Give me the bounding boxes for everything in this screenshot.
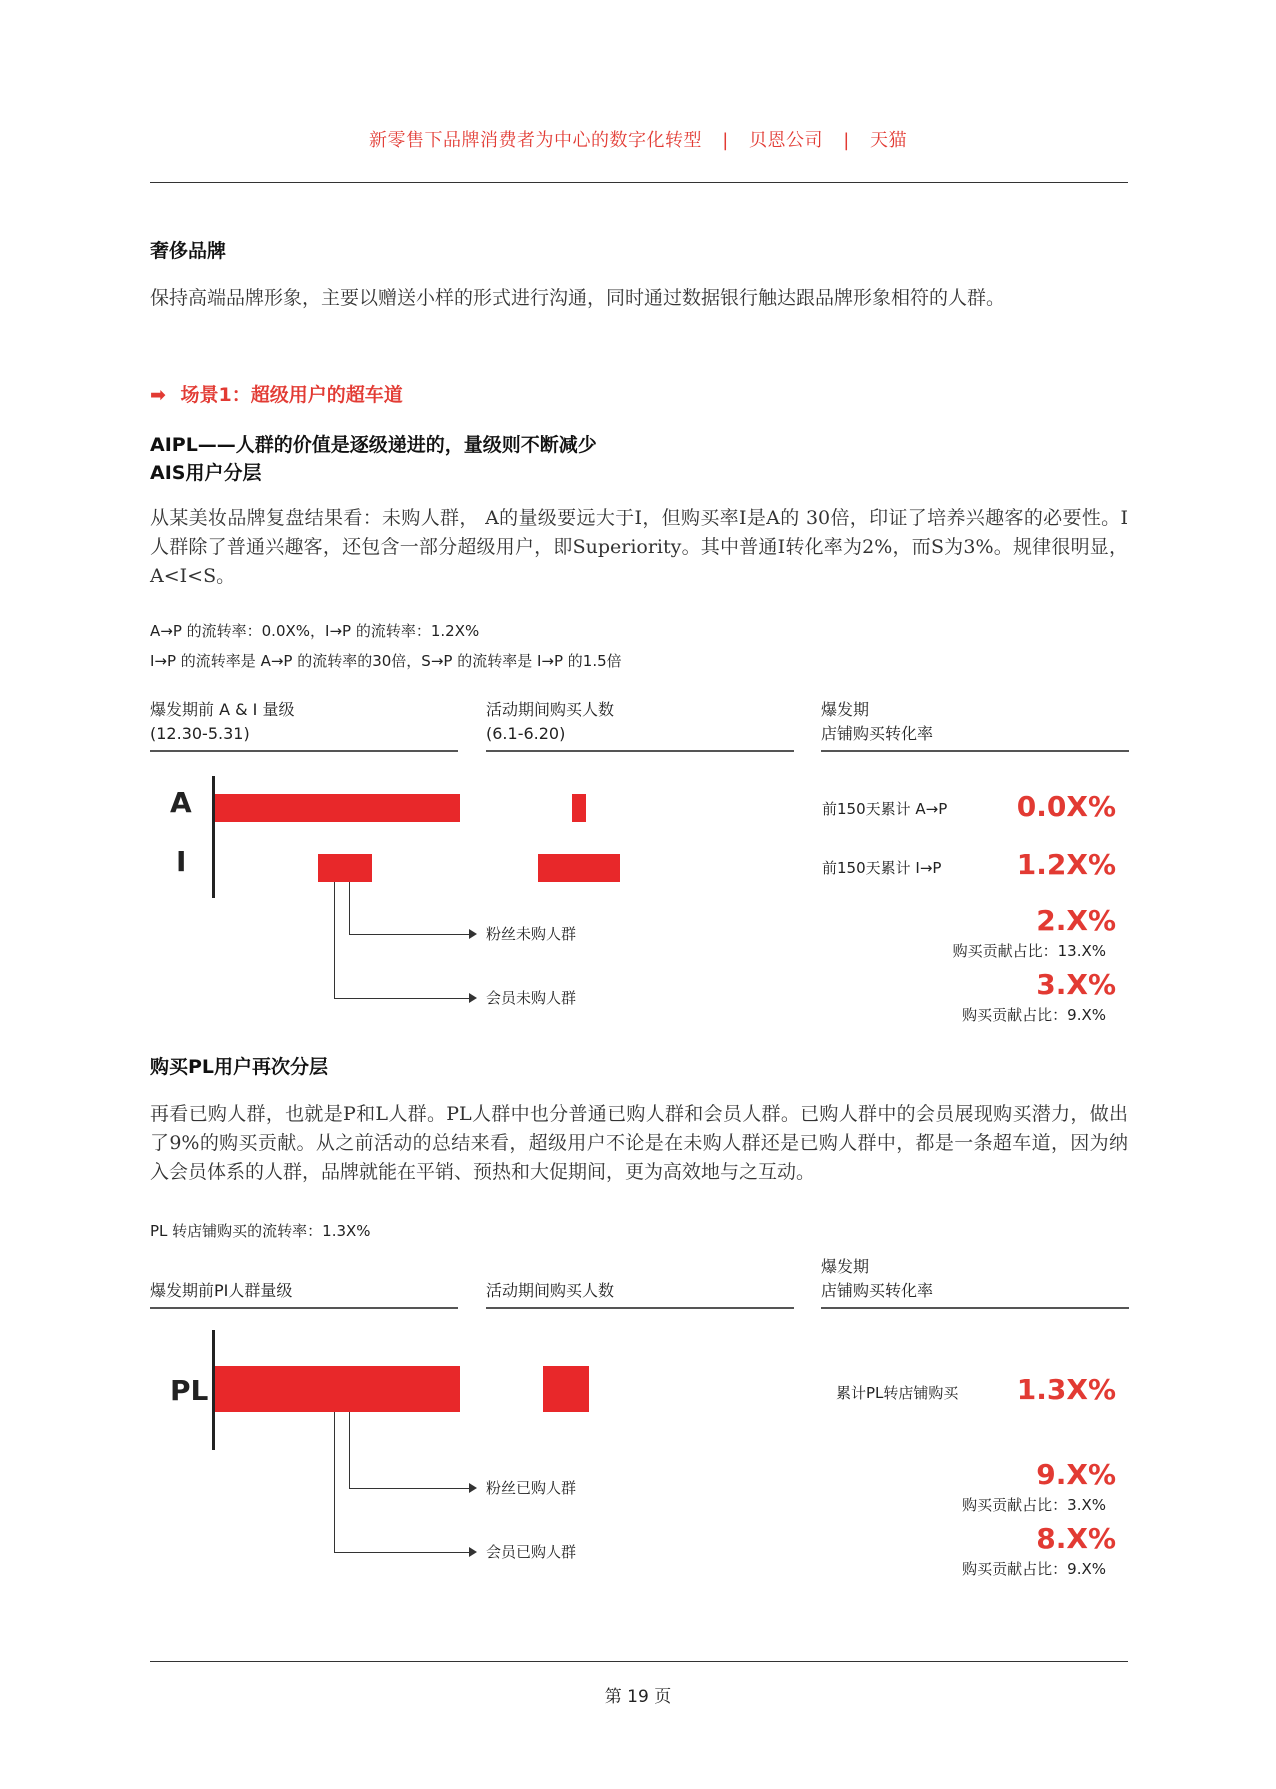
member-unpurchased-share: 购买贡献占比：9.X% bbox=[962, 1006, 1106, 1024]
row-label-i: I bbox=[176, 845, 187, 878]
scene-title: 场景1：超级用户的超车道 bbox=[180, 384, 403, 406]
chart2-col3-title: 爆发期 bbox=[821, 1257, 870, 1276]
row-label-pl: PL bbox=[170, 1374, 209, 1407]
chart1-col3-head bbox=[821, 698, 933, 746]
arrow-right-icon: ➡ bbox=[150, 384, 166, 406]
chart2-col1-head: 爆发期前PI人群量级 bbox=[150, 1281, 293, 1300]
fans-unpurchased-share: 购买贡献占比：13.X% bbox=[952, 942, 1106, 960]
chart1-col1-period: (12.30-5.31) bbox=[150, 724, 250, 743]
header-company: 贝恩公司 bbox=[749, 130, 823, 151]
bar-i-activity bbox=[538, 854, 620, 882]
rate-pl-label: 累计PL转店铺购买 bbox=[836, 1384, 959, 1402]
connector-member bbox=[334, 882, 470, 999]
chart1-col3-rule bbox=[821, 750, 1129, 752]
header-separator: | bbox=[843, 130, 850, 151]
running-header bbox=[150, 126, 1126, 152]
fans-purchased-share: 购买贡献占比：3.X% bbox=[962, 1496, 1106, 1514]
member-purchased-label: 会员已购人群 bbox=[486, 1543, 577, 1561]
aipl-note-2: I→P 的流转率是 A→P 的流转率的30倍，S→P 的流转率是 I→P 的1.5倍 bbox=[150, 652, 622, 670]
rate-a-label: 前150天累计 A→P bbox=[822, 800, 948, 818]
chart2-col2-head: 活动期间购买人数 bbox=[486, 1281, 615, 1300]
aipl-note-1: A→P 的流转率：0.0X%，I→P 的流转率：1.2X% bbox=[150, 622, 480, 640]
chart1-col1-title: 爆发期前 A & I 量级 bbox=[150, 700, 295, 719]
aipl-text: 从某美妆品牌复盘结果看：未购人群， A的量级要远大于I，但购买率I是A的 30倍，印证了培养兴趣客的必要性。I人群除了普通兴趣客，还包含一部分超级用户，即Superiority。其中普通I转化率为2%，而S为3%。规律很明显，A<I<S。 bbox=[150, 507, 1128, 587]
scene-heading bbox=[150, 380, 403, 407]
header-title: 新零售下品牌消费者为中心的数字化转型 bbox=[368, 130, 702, 151]
chart1-col1-head bbox=[150, 698, 295, 746]
row-label-a: A bbox=[170, 786, 192, 819]
pl-note: PL 转店铺购买的流转率：1.3X% bbox=[150, 1222, 371, 1240]
aipl-heading: AIPL——人群的价值是逐级递进的，量级则不断减少 bbox=[150, 434, 597, 456]
bar-a-pre bbox=[215, 794, 460, 822]
header-separator: | bbox=[722, 130, 729, 151]
chart2-col3-rule bbox=[821, 1307, 1129, 1309]
luxury-text: 保持高端品牌形象，主要以赠送小样的形式进行沟通，同时通过数据银行触达跟品牌形象相符的人群。 bbox=[150, 287, 1006, 309]
fans-unpurchased-value: 2.X% bbox=[1036, 904, 1116, 937]
rate-i-label: 前150天累计 I→P bbox=[822, 859, 942, 877]
chart1-col2-title: 活动期间购买人数 bbox=[486, 700, 615, 719]
page-number: 第 19 页 bbox=[604, 1687, 672, 1707]
arrow-head-icon bbox=[469, 993, 477, 1003]
bar-pl-pre bbox=[215, 1366, 460, 1412]
chart2-col2-rule bbox=[486, 1307, 794, 1309]
chart1-col2-head bbox=[486, 698, 614, 746]
chart1-col1-rule bbox=[150, 750, 458, 752]
member-unpurchased-label: 会员未购人群 bbox=[486, 989, 577, 1007]
pl-text: 再看已购人群，也就是P和L人群。PL人群中也分普通已购人群和会员人群。已购人群中的会员展现购买潜力，做出了9%的购买贡献。从之前活动的总结来看，超级用户不论是在未购人群还是已购人群中，都是一条超车道，因为纳入会员体系的人群，品牌就能在平销、预热和大促期间，更为高效地与之互动。 bbox=[150, 1103, 1128, 1183]
header-rule bbox=[150, 182, 1128, 183]
chart1-col2-period: (6.1-6.20) bbox=[486, 724, 566, 743]
chart1-col3-title: 爆发期 bbox=[821, 700, 870, 719]
chart2-col1-rule bbox=[150, 1307, 458, 1309]
connector-member-purchased bbox=[334, 1412, 470, 1553]
fans-purchased-value: 9.X% bbox=[1036, 1458, 1116, 1491]
luxury-heading: 奢侈品牌 bbox=[150, 240, 227, 262]
member-purchased-value: 8.X% bbox=[1036, 1522, 1116, 1555]
arrow-head-icon bbox=[469, 929, 477, 939]
chart2-col3-head bbox=[821, 1255, 933, 1303]
fans-purchased-label: 粉丝已购人群 bbox=[486, 1479, 577, 1497]
rate-i-value: 1.2X% bbox=[1016, 848, 1116, 881]
arrow-head-icon bbox=[469, 1483, 477, 1493]
rate-pl-value: 1.3X% bbox=[1016, 1373, 1116, 1406]
chart1-col2-rule bbox=[486, 750, 794, 752]
chart1-col3-subtitle: 店铺购买转化率 bbox=[821, 724, 934, 743]
bar-pl-activity bbox=[543, 1366, 589, 1412]
member-unpurchased-value: 3.X% bbox=[1036, 968, 1116, 1001]
member-purchased-share: 购买贡献占比：9.X% bbox=[962, 1560, 1106, 1578]
pl-heading: 购买PL用户再次分层 bbox=[150, 1056, 329, 1078]
ais-heading: AIS用户分层 bbox=[150, 462, 262, 484]
fans-unpurchased-label: 粉丝未购人群 bbox=[486, 925, 577, 943]
bar-i-pre bbox=[318, 854, 372, 882]
rate-a-value: 0.0X% bbox=[1016, 790, 1116, 823]
chart2-col3-subtitle: 店铺购买转化率 bbox=[821, 1281, 934, 1300]
header-partner: 天猫 bbox=[870, 130, 908, 151]
arrow-head-icon bbox=[469, 1547, 477, 1557]
bar-a-activity bbox=[572, 794, 586, 822]
footer-rule bbox=[150, 1661, 1128, 1662]
